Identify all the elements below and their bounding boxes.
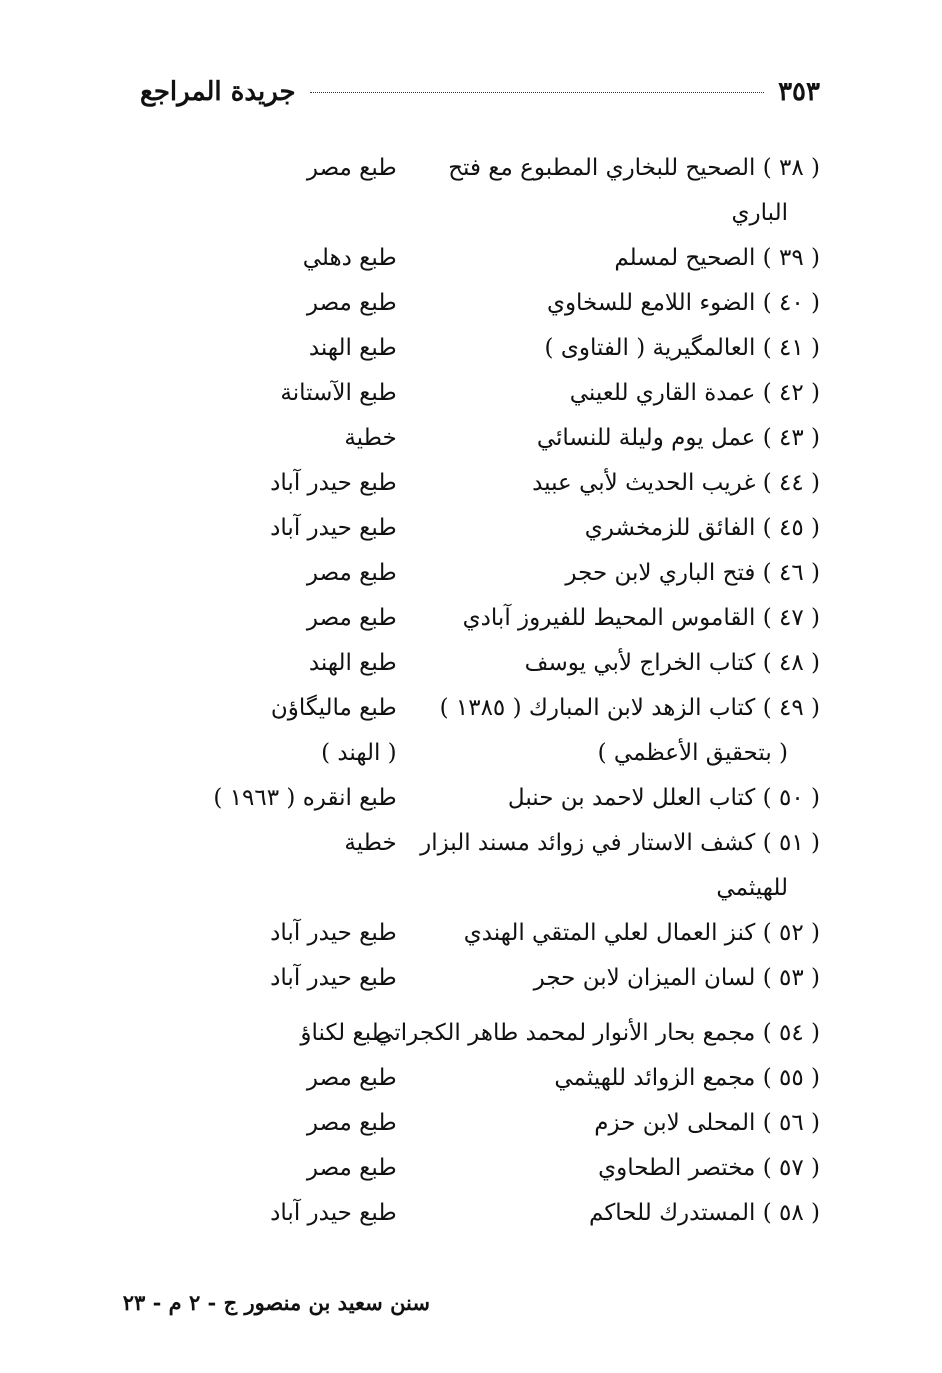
- reference-title: [407, 1146, 820, 1191]
- reference-title: [407, 191, 820, 236]
- reference-title: [407, 776, 820, 821]
- header-title: جريدة المراجع: [140, 77, 296, 107]
- reference-title: [407, 686, 820, 731]
- reference-row: [190, 1101, 820, 1146]
- reference-publisher: خطية: [344, 830, 397, 856]
- reference-row: [190, 281, 820, 326]
- reference-publisher: طبع مصر: [306, 1065, 397, 1091]
- reference-title-text: ( ٥١ ) كشف الاستار في زوائد مسند البزار: [420, 830, 820, 856]
- reference-row: [190, 1191, 820, 1236]
- reference-row: [190, 776, 820, 821]
- reference-publisher: ( الهند ): [321, 740, 397, 766]
- reference-row: [190, 416, 820, 461]
- reference-title-text: ( ٣٩ ) الصحيح لمسلم: [614, 245, 820, 271]
- reference-title: [407, 506, 820, 551]
- reference-row: [190, 641, 820, 686]
- reference-title-text: ( ٤٢ ) عمدة القاري للعيني: [569, 380, 820, 406]
- reference-title: [407, 821, 820, 866]
- reference-title-text: ( ٥٤ ) مجمع بحار الأنوار لمحمد طاهر الكجراتي: [375, 1020, 820, 1046]
- reference-title-text: ( ٣٨ ) الصحيح للبخاري المطبوع مع فتح: [448, 155, 820, 181]
- reference-publisher: طبع لكناؤ: [300, 1020, 390, 1046]
- reference-publisher: طبع حيدر آباد: [270, 920, 397, 946]
- reference-title-text: ( ٥٦ ) المحلى لابن حزم: [594, 1110, 820, 1136]
- reference-title-text: ( ٤٠ ) الضوء اللامع للسخاوي: [546, 290, 820, 316]
- reference-title-text: ( ٤٧ ) القاموس المحيط للفيروز آبادي: [462, 605, 820, 631]
- reference-title-text: ( ٥٠ ) كتاب العلل لاحمد بن حنبل: [507, 785, 820, 811]
- reference-title: [407, 281, 820, 326]
- reference-publisher: طبع مصر: [306, 560, 397, 586]
- reference-title: [407, 236, 820, 281]
- reference-row: [190, 596, 820, 641]
- reference-title: [407, 731, 820, 776]
- reference-publisher: طبع دهلي: [302, 245, 397, 271]
- reference-row: [190, 146, 820, 191]
- reference-list: [190, 146, 820, 1236]
- reference-title-text: ( بتحقيق الأعظمي ): [597, 740, 788, 766]
- reference-row: [190, 551, 820, 596]
- reference-title-text: الباري: [731, 200, 788, 226]
- reference-row: [190, 1056, 820, 1101]
- reference-title-text: ( ٥٨ ) المستدرك للحاكم: [589, 1200, 820, 1226]
- reference-title: [407, 326, 820, 371]
- reference-title: [407, 461, 820, 506]
- reference-title: [407, 1191, 820, 1236]
- reference-row: [190, 236, 820, 281]
- reference-title-text: ( ٤٩ ) كتاب الزهد لابن المبارك ( ١٣٨٥ ): [439, 695, 820, 721]
- reference-row: [190, 956, 820, 1001]
- reference-continuation-row: [190, 191, 820, 236]
- reference-publisher: طبع ماليگاؤن: [270, 695, 397, 721]
- reference-title: [407, 146, 820, 191]
- reference-title-text: ( ٥٣ ) لسان الميزان لابن حجر: [533, 965, 820, 991]
- reference-row: [190, 326, 820, 371]
- reference-title-text: للهيثمي: [716, 875, 788, 901]
- reference-title: [407, 911, 820, 956]
- reference-row: [190, 911, 820, 956]
- reference-publisher: طبع مصر: [306, 605, 397, 631]
- running-header: [140, 72, 820, 112]
- reference-title: [407, 866, 820, 911]
- reference-title-text: ( ٤٣ ) عمل يوم وليلة للنسائي: [536, 425, 820, 451]
- reference-title-text: ( ٤٨ ) كتاب الخراج لأبي يوسف: [524, 650, 820, 676]
- reference-title-text: ( ٤٦ ) فتح الباري لابن حجر: [565, 560, 820, 586]
- reference-title-text: ( ٤١ ) العالمگيرية ( الفتاوى ): [544, 335, 820, 361]
- reference-publisher: طبع حيدر آباد: [270, 515, 397, 541]
- reference-title: [407, 1056, 820, 1101]
- reference-row: [190, 1146, 820, 1191]
- reference-continuation-row: [190, 731, 820, 776]
- reference-title: [375, 1011, 820, 1056]
- reference-row: [190, 506, 820, 551]
- reference-title: [407, 416, 820, 461]
- reference-title-text: ( ٥٥ ) مجمع الزوائد للهيثمي: [554, 1065, 820, 1091]
- reference-publisher: طبع مصر: [306, 290, 397, 316]
- header-dotted-rule: [310, 92, 764, 93]
- page-number: ٣٥٣: [778, 77, 820, 107]
- reference-row: [190, 821, 820, 866]
- reference-title: [407, 641, 820, 686]
- reference-publisher: خطية: [344, 425, 397, 451]
- reference-title-text: ( ٤٤ ) غريب الحديث لأبي عبيد: [532, 470, 820, 496]
- reference-title-text: ( ٤٥ ) الفائق للزمخشري: [584, 515, 820, 541]
- reference-title: [407, 551, 820, 596]
- reference-publisher: طبع انقره ( ١٩٦٣ ): [213, 785, 397, 811]
- reference-publisher: طبع حيدر آباد: [270, 470, 397, 496]
- reference-publisher: طبع حيدر آباد: [270, 965, 397, 991]
- reference-title: [407, 371, 820, 416]
- reference-title: [407, 1101, 820, 1146]
- reference-title-text: ( ٥٧ ) مختصر الطحاوي: [598, 1155, 820, 1181]
- reference-publisher: طبع الهند: [308, 650, 397, 676]
- reference-publisher: طبع مصر: [306, 1155, 397, 1181]
- reference-publisher: طبع الآستانة: [280, 380, 397, 406]
- reference-row: [190, 1011, 820, 1056]
- reference-row: [190, 686, 820, 731]
- reference-title: [407, 956, 820, 1001]
- reference-title-text: ( ٥٢ ) كنز العمال لعلي المتقي الهندي: [463, 920, 820, 946]
- reference-row: [190, 371, 820, 416]
- reference-row: [190, 461, 820, 506]
- reference-publisher: طبع مصر: [306, 1110, 397, 1136]
- reference-publisher: طبع الهند: [308, 335, 397, 361]
- reference-continuation-row: [190, 866, 820, 911]
- reference-publisher: طبع حيدر آباد: [270, 1200, 397, 1226]
- reference-title: [407, 596, 820, 641]
- reference-publisher: طبع مصر: [306, 155, 397, 181]
- footer-signature: سنن سعيد بن منصور ج - ٢ م - ٢٣: [122, 1290, 430, 1315]
